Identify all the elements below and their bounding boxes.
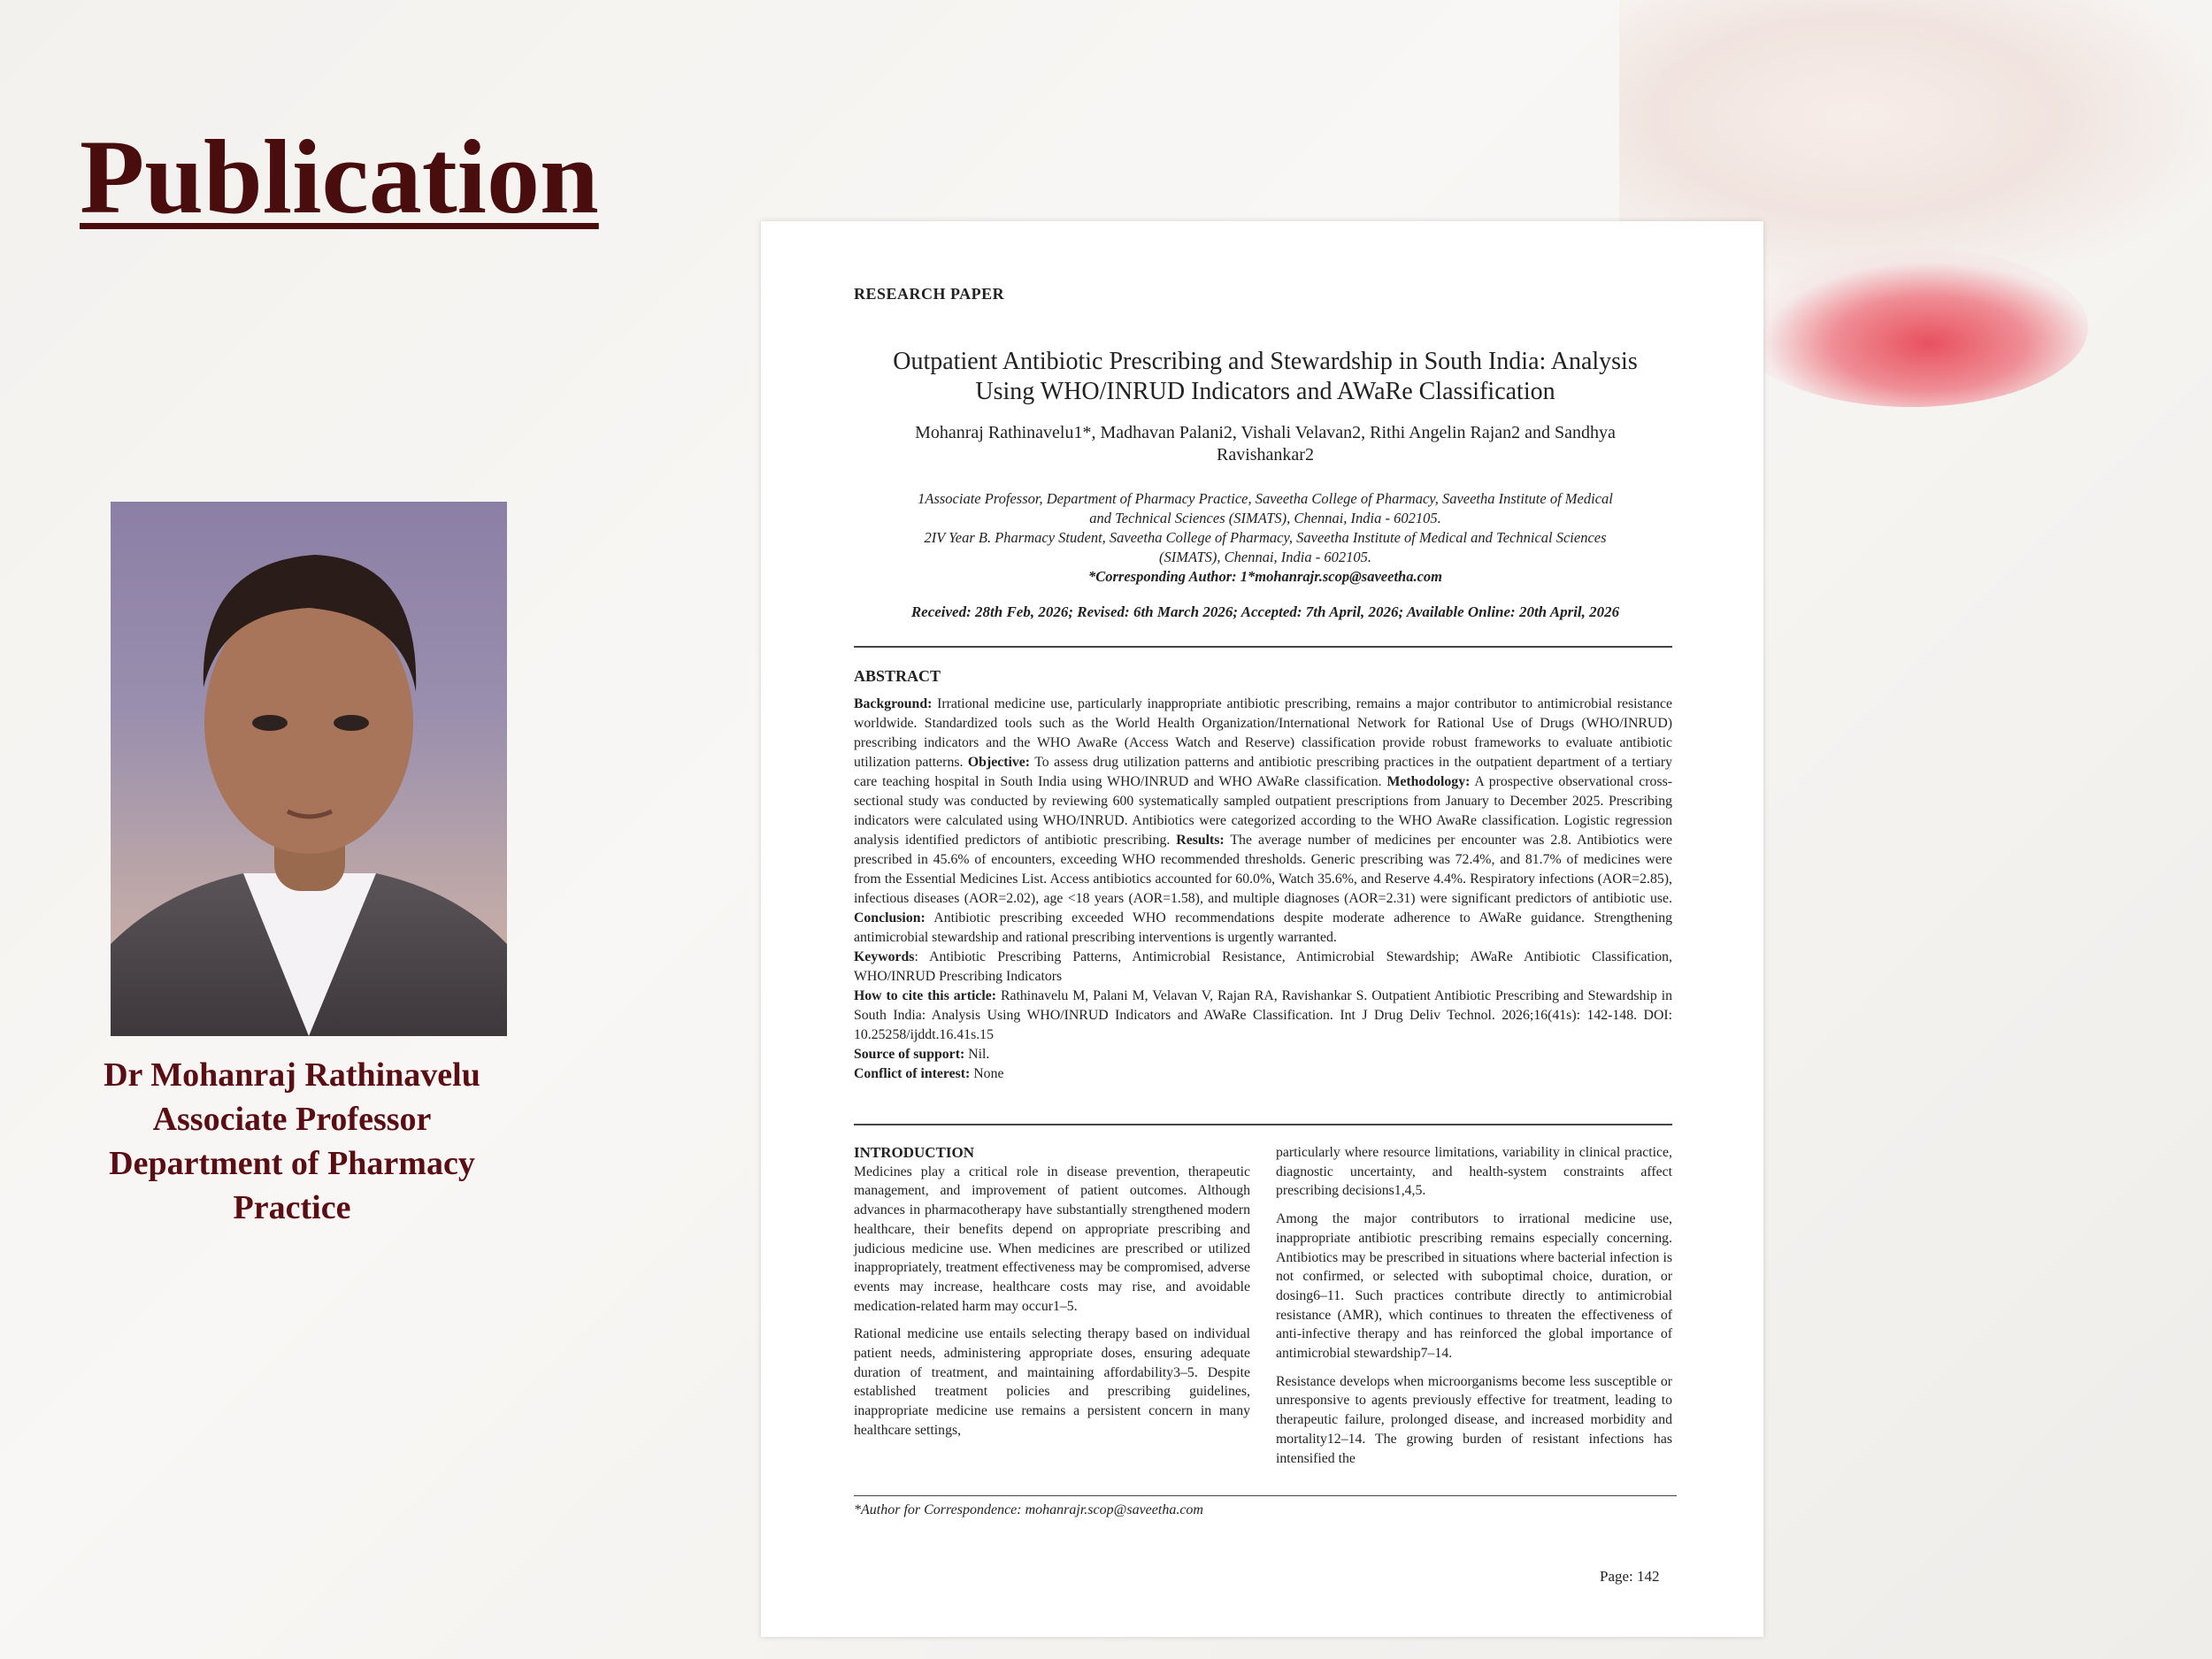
affiliation1-line2: and Technical Sciences (SIMATS), Chennai, India - 602105.	[1089, 510, 1441, 526]
divider	[854, 1495, 1677, 1496]
person-caption	[53, 1053, 531, 1230]
intro-heading: INTRODUCTION	[854, 1144, 975, 1161]
person-department-line2: Practice	[233, 1189, 351, 1226]
methodology-label: Methodology:	[1386, 774, 1471, 789]
background-petri-dish-image	[1734, 248, 2088, 407]
objective-label: Objective:	[967, 755, 1031, 770]
intro-left-column	[854, 1143, 1250, 1449]
paper-dates: Received: 28th Feb, 2026; Revised: 6th March 2026; Accepted: 7th April, 2026; Available Online: 20th April, 2026	[910, 603, 1620, 620]
abstract-body	[854, 695, 1672, 1084]
background-label: Background:	[854, 696, 933, 711]
divider	[854, 1124, 1672, 1125]
conclusion-label: Conclusion:	[854, 910, 926, 926]
intro-right-column	[1276, 1143, 1672, 1477]
results-label: Results:	[1176, 833, 1225, 848]
conclusion-text: Antibiotic prescribing exceeded WHO recommendations despite moderate adherence to AWaRe guidance. Strengthening antimicrobial stewardship and rational prescribing interventions is urgently warranted.	[854, 910, 1672, 945]
conflict-text: None	[970, 1066, 1004, 1081]
affiliation1-line1: 1Associate Professor, Department of Pharmacy Practice, Saveetha College of Pharmacy, Saveetha Institute of Medical	[918, 490, 1613, 507]
paper-authors	[832, 422, 1699, 466]
slide-title: Publication	[80, 118, 599, 235]
background-text: Irrational medicine use, particularly inappropriate antibiotic prescribing, remains a major contributor to antimicrobial resistance worldwide. Standardized tools such as the World Health Organization/International Network for Rational Use of Drugs (WHO/INRUD) prescribing indicators and the WHO AwaRe (Access Watch and Reserve) classification provide robust frameworks to evaluate antibiotic utilization patterns.	[854, 696, 1673, 770]
affiliation2-line1: 2IV Year B. Pharmacy Student, Saveetha College of Pharmacy, Saveetha Institute of Medical and Technical Sciences	[924, 529, 1607, 546]
objective-text: To assess drug utilization patterns and antibiotic prescribing practices in the outpatient department of a tertiary care teaching hospital in South India using WHO/INRUD and WHO AWaRe classification.	[854, 755, 1672, 789]
paper-title-line1: Outpatient Antibiotic Prescribing and Stewardship in South India: Analysis	[893, 348, 1638, 375]
paper-authors-line1: Mohanraj Rathinavelu1*, Madhavan Palani2, Vishali Velavan2, Rithi Angelin Rajan2 and Sandhya	[915, 423, 1616, 442]
paper-affiliations	[841, 489, 1690, 587]
intro-right-paragraph: Resistance develops when microorganisms become less susceptible or unresponsive to agents previously effective for treatment, leading to therapeutic failure, prolonged disease, and increased morbidity and mortality12–14. The growing burden of resistant infections has intensified the	[1276, 1373, 1672, 1466]
person-name: Dr Mohanraj Rathinavelu	[104, 1056, 480, 1094]
profile-photo	[111, 502, 507, 1036]
cite-text: Rathinavelu M, Palani M, Velavan V, Rajan RA, Ravishankar S. Outpatient Antibiotic Prescribing and Stewardship in South India: Analysis Using WHO/INRUD Indicators and AWaRe Classification. Int J Drug Deliv Technol. 2026;16(41s): 142-148. DOI: 10.25258/ijddt.16.41s.15	[854, 988, 1672, 1042]
abstract-heading: ABSTRACT	[854, 667, 941, 685]
keywords-label: Keywords	[854, 949, 915, 964]
person-position: Associate Professor	[152, 1101, 432, 1138]
person-department-line1: Department of Pharmacy	[109, 1145, 475, 1182]
conflict-label: Conflict of interest:	[854, 1066, 971, 1081]
cite-label: How to cite this article:	[854, 988, 997, 1003]
paper-title	[823, 347, 1708, 407]
page-number: Page: 142	[1600, 1568, 1660, 1585]
intro-left-paragraph: Rational medicine use entails selecting therapy based on individual patient needs, administering appropriate doses, ensuring adequate duration of treatment, and maintaining affordability3–5. Despite established treatment policies and prescribing guidelines, inappropriate medicine use remains a persistent concern in many healthcare settings,	[854, 1326, 1250, 1438]
results-text: The average number of medicines per encounter was 2.8. Antibiotics were prescribed in 45.6% of encounters, exceeding WHO recommended thresholds. Generic prescribing was 72.4%, and 81.7% of medicines were from the Essential Medicines List. Access antibiotics accounted for 60.0%, Watch 35.6%, and Reserve 4.4%. Respiratory infections (AOR=2.85), infectious diseases (AOR=2.02), age <18 years (AOR=1.58), and multiple diagnoses (AOR=2.31) were significant predictors of antibiotic use.	[854, 833, 1673, 906]
intro-right-paragraph: particularly where resource limitations, variability in clinical practice, diagnostic uncertainty, and health-system constraints affect prescribing decisions1,4,5.	[1276, 1145, 1672, 1199]
support-label: Source of support:	[854, 1047, 965, 1062]
paper-page-image	[761, 221, 1763, 1637]
intro-left-paragraph: Medicines play a critical role in disease prevention, therapeutic management, and improvement of patient outcomes. Although advances in pharmacotherapy have substantially strengthened modern healthcare, their benefits depend on appropriate prescribing and judicious medicine use. When medicines are prescribed or utilized inappropriately, treatment effectiveness may be compromised, adverse events may increase, healthcare costs may rise, and avoidable medication-related harm may occur1–5.	[854, 1164, 1250, 1314]
support-text: Nil.	[964, 1047, 990, 1062]
paper-title-line2: Using WHO/INRUD Indicators and AWaRe Classification	[975, 378, 1555, 405]
intro-right-paragraph: Among the major contributors to irrational medicine use, inappropriate antibiotic prescribing remains especially concerning. Antibiotics may be prescribed in situations where bacterial infection is not confirmed, or selected with suboptimal choice, duration, or dosing6–11. Such practices contribute directly to antimicrobial resistance (AMR), which continues to threaten the effectiveness of anti-infective therapy and has reinforced the global importance of antimicrobial stewardship7–14.	[1276, 1211, 1672, 1362]
divider	[854, 646, 1672, 648]
affiliation2-line2: (SIMATS), Chennai, India - 602105.	[1159, 549, 1371, 565]
correspondence-footnote: *Author for Correspondence: mohanrajr.scop@saveetha.com	[854, 1502, 1203, 1517]
methodology-text: A prospective observational cross-sectional study was conducted by reviewing 600 systematically sampled outpatient prescriptions from January to December 2025. Prescribing indicators were calculated using WHO/INRUD. Antibiotics were categorized according to the WHO AwaRe classification. Logistic regression analysis identified predictors of antibiotic prescribing.	[854, 774, 1673, 848]
paper-type-label: RESEARCH PAPER	[854, 285, 1005, 303]
keywords-text: : Antibiotic Prescribing Patterns, Antimicrobial Resistance, Antimicrobial Stewardship; AWaRe Antibiotic Classification, WHO/INRUD Prescribing Indicators	[854, 949, 1672, 984]
corresponding-author: *Corresponding Author: 1*mohanrajr.scop@saveetha.com	[1087, 568, 1442, 585]
paper-authors-line2: Ravishankar2	[1217, 445, 1314, 465]
